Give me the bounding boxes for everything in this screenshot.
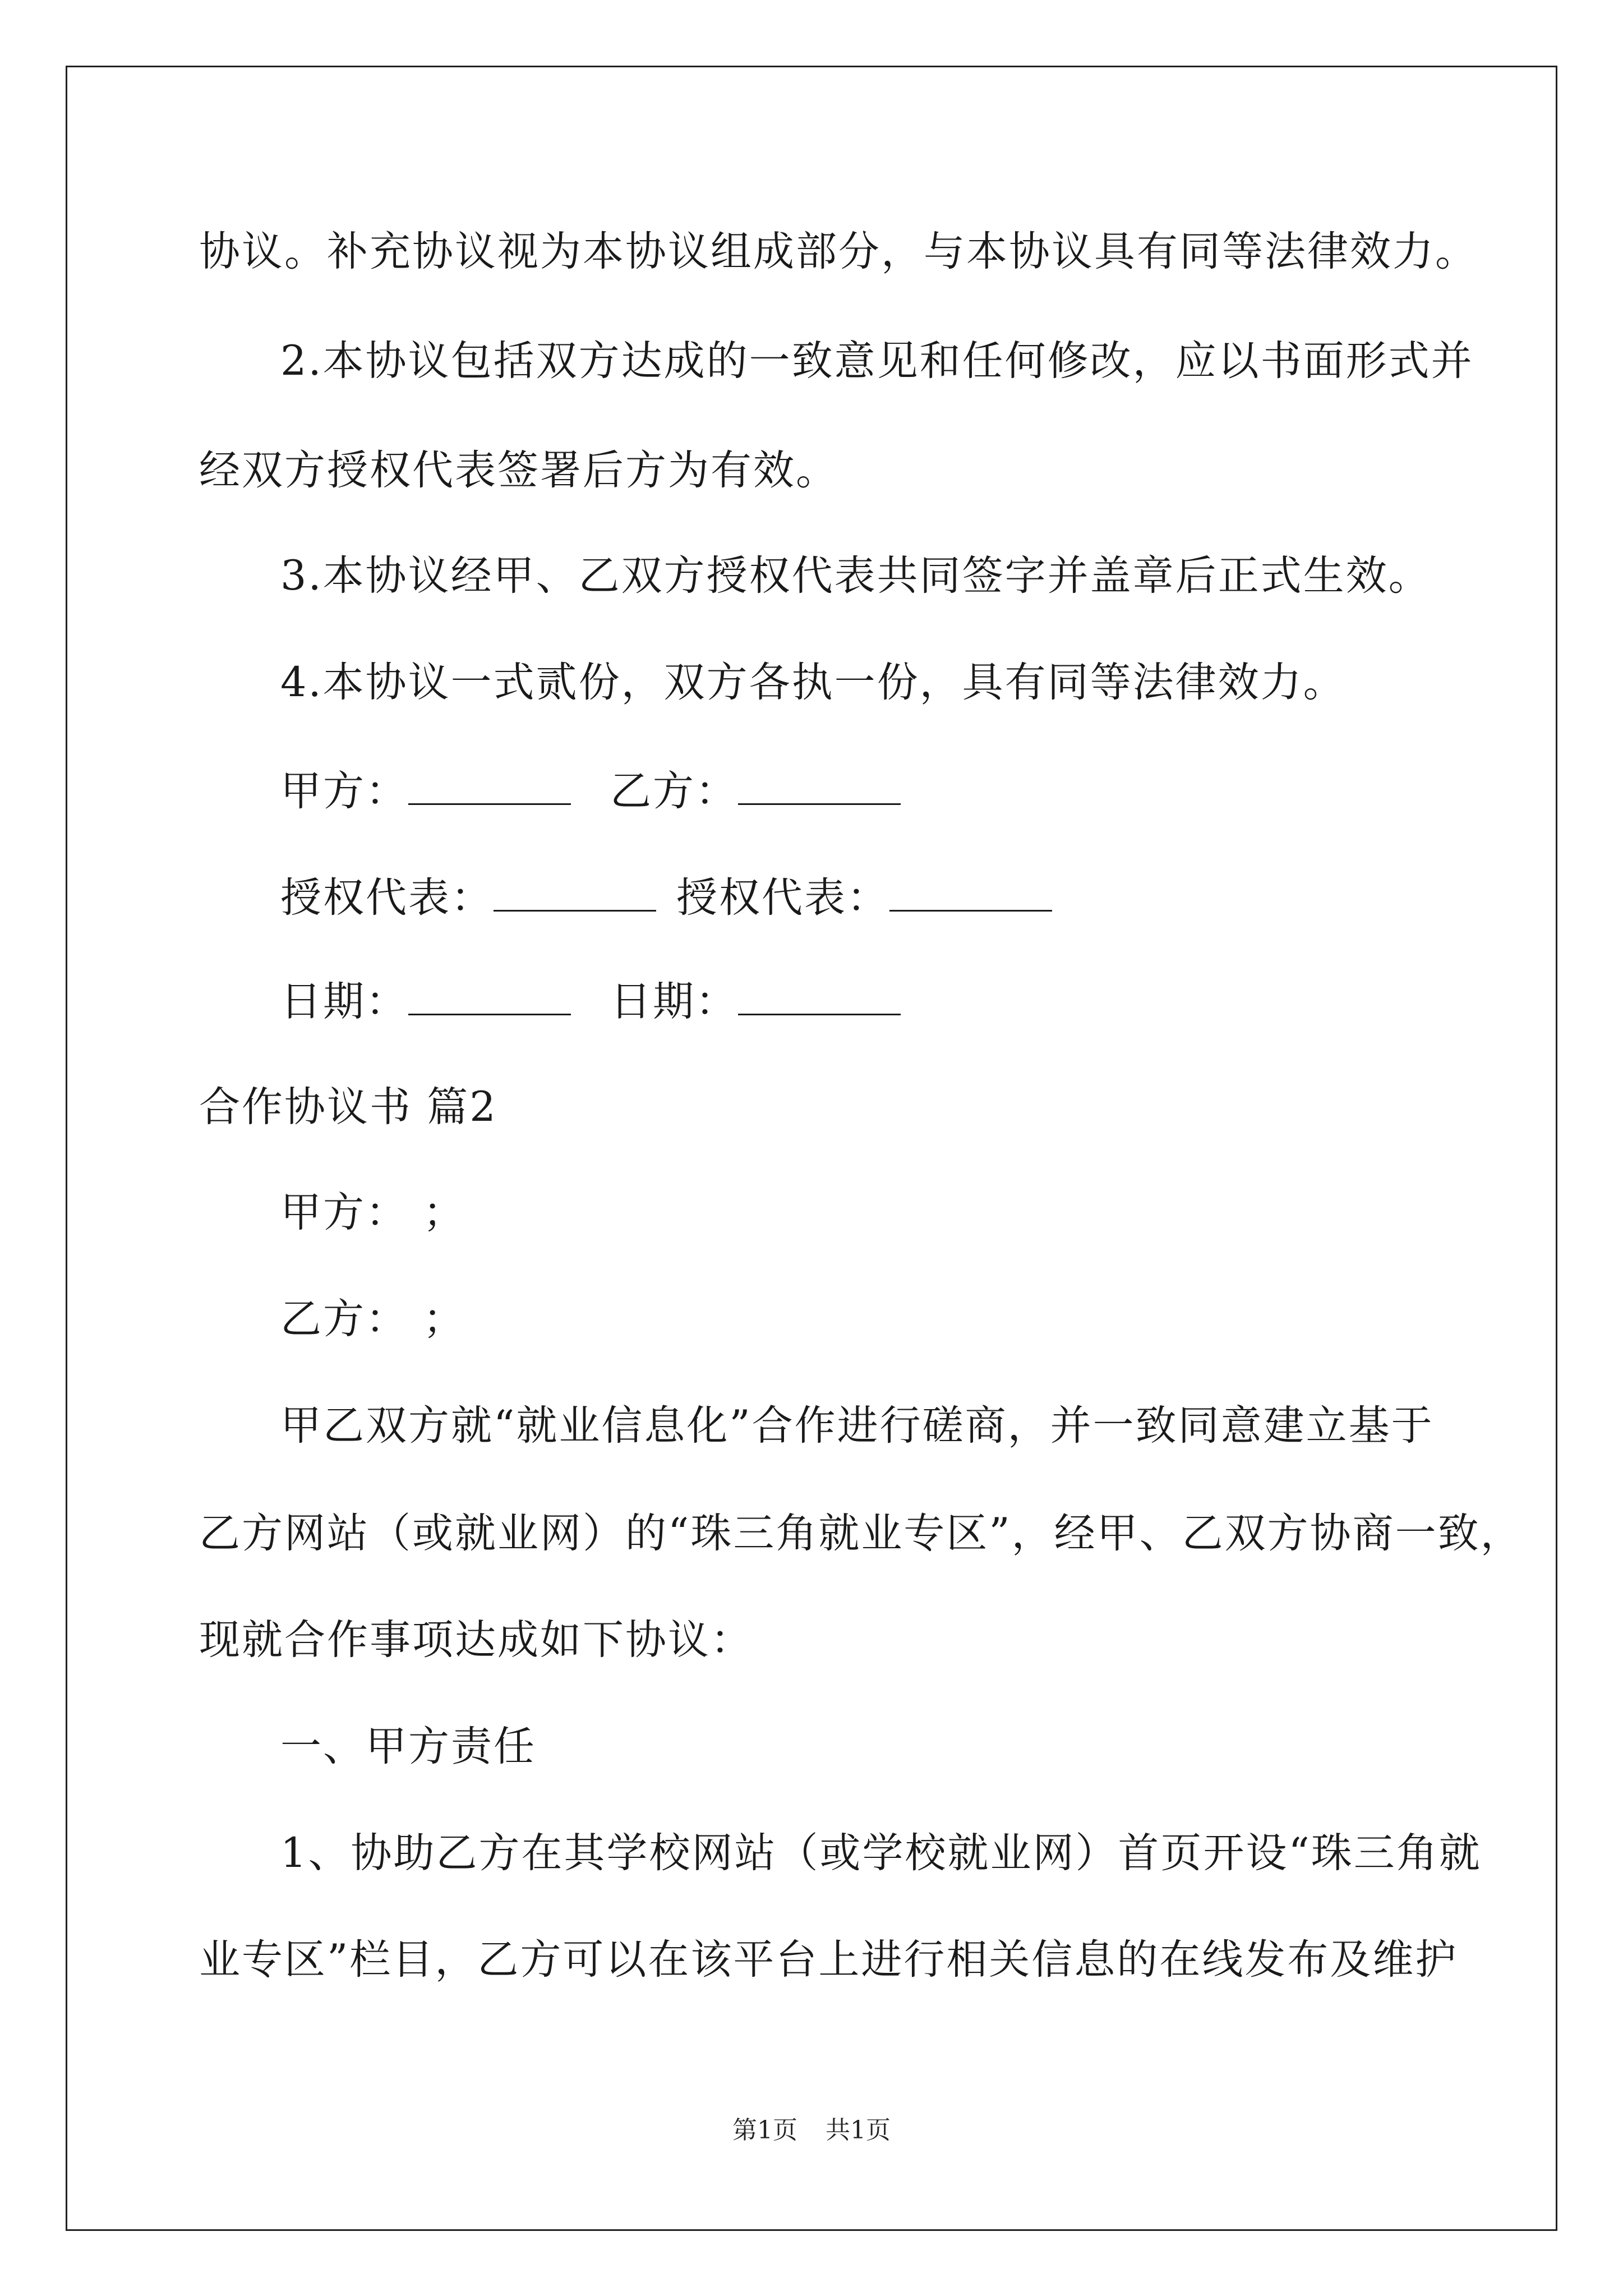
section-heading: 合作协议书 篇2 [199,1083,497,1131]
page-total: 共1页 [826,2116,891,2145]
paragraph-line: 3.本协议经甲、乙双方授权代表共同签字并盖章后正式生效。 [280,552,1431,600]
party-b-blank [738,769,901,805]
party-b-line: 乙方： ； [280,1295,466,1343]
sub-heading: 一、甲方责任 [280,1723,536,1770]
rep-a-blank [494,875,656,912]
page-footer [0,2118,1623,2143]
paragraph-line: 业专区”栏目，乙方可以在该平台上进行相关信息的在线发布及维护 [199,1936,1458,1984]
date-a-blank [408,979,571,1015]
signature-row-date [280,978,901,1025]
rep-b-label: 授权代表： [676,874,889,922]
paragraph-line: 协议。补充协议视为本协议组成部分，与本协议具有同等法律效力。 [199,228,1478,275]
paragraph-line: 乙方网站（或就业网）的“珠三角就业专区”，经甲、乙双方协商一致， [199,1510,1523,1557]
paragraph-line: 经双方授权代表签署后方为有效。 [199,447,838,494]
party-a-blank [408,769,571,805]
party-a-line: 甲方： ； [280,1189,466,1236]
date-b-label: 日期： [610,978,738,1025]
rep-b-blank [889,875,1052,912]
page-number: 第1页 [732,2116,797,2145]
date-a-label: 日期： [280,978,408,1025]
party-a-label: 甲方： [280,767,408,815]
paragraph-line: 2.本协议包括双方达成的一致意见和任何修改，应以书面形式并 [280,337,1474,385]
rep-a-label: 授权代表： [280,874,494,922]
paragraph-line: 甲乙双方就“就业信息化”合作进行磋商，并一致同意建立基于 [280,1402,1434,1450]
date-b-blank [738,979,901,1015]
paragraph-line: 现就合作事项达成如下协议： [199,1616,753,1664]
page-border [66,66,1557,2231]
signature-row-party [280,767,901,815]
signature-row-representative [280,874,1052,922]
paragraph-line: 1、协助乙方在其学校网站（或学校就业网）首页开设“珠三角就 [280,1829,1482,1877]
paragraph-line: 4.本协议一式贰份，双方各执一份，具有同等法律效力。 [280,659,1346,706]
party-b-label: 乙方： [610,767,738,815]
